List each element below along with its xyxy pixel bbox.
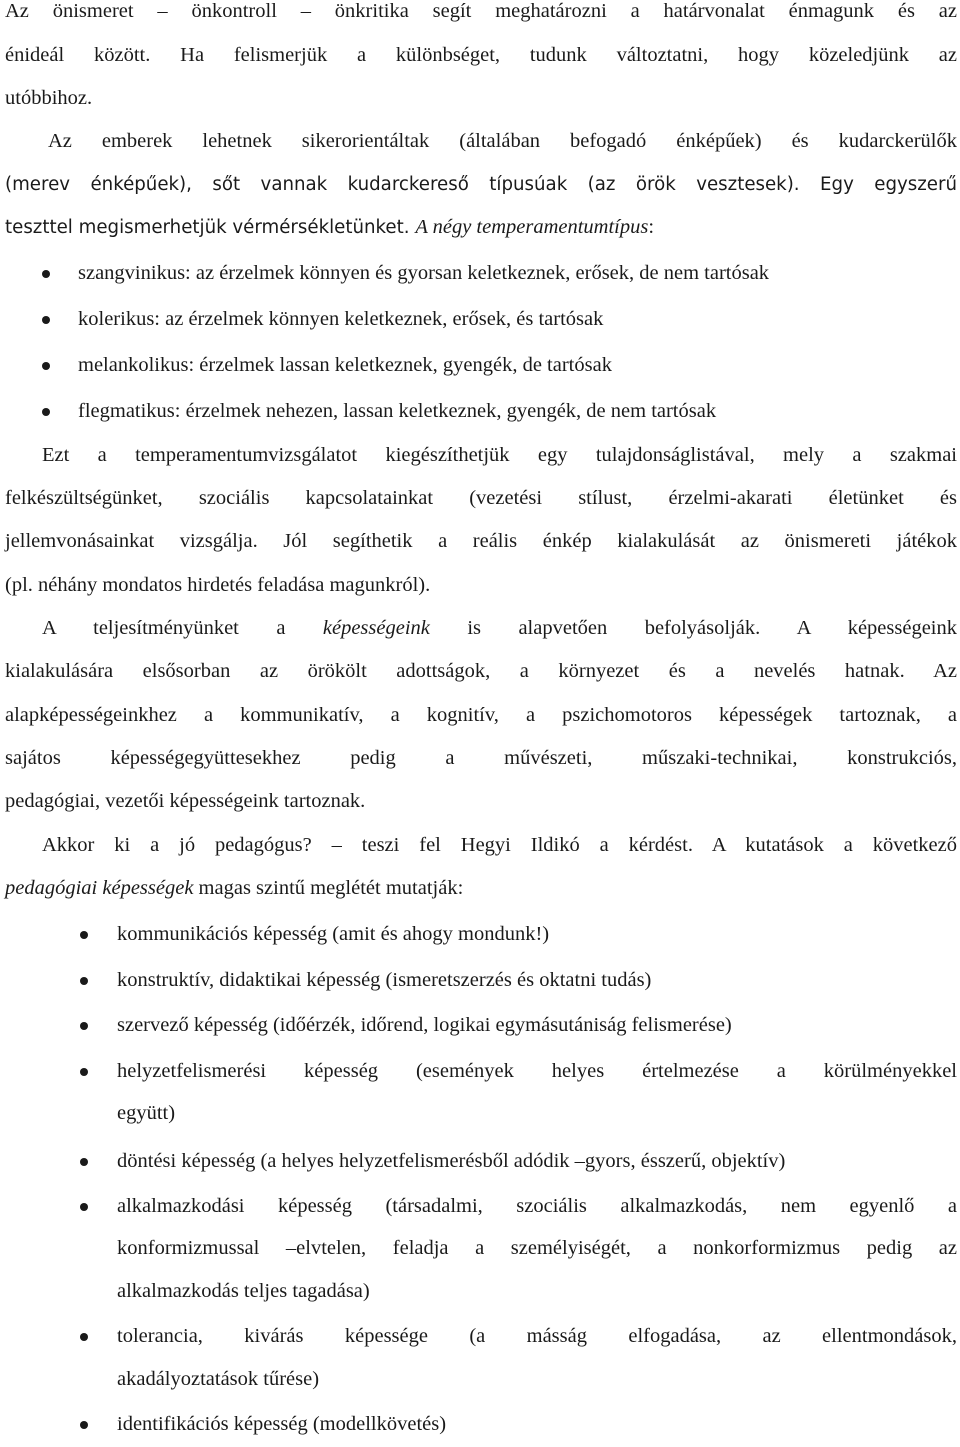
list-item-text: szervező képesség (időérzék, időrend, logikai egymásutániság felismerése) — [117, 1014, 732, 1036]
paragraph-5-line-2 — [5, 867, 957, 911]
paragraph-5-line-2-end: magas szintű meglétét mutatják: — [193, 877, 464, 899]
paragraph-3-line-1: Ezt a temperamentumvizsgálatot kiegészíthetjük egy tulajdonságlistával, mely a szakmai — [42, 444, 957, 466]
paragraph-4-line-1-end: is alapvetően befolyásolják. A képességeink — [429, 617, 957, 639]
paragraph-2-line-3 — [5, 206, 957, 250]
paragraph-2-line-2: (merev énképűek), sőt vannak kudarckereső típusúak (az örök vesztesek). Egy egyszerű — [5, 174, 957, 195]
list-item-text-continued: akadályoztatások tűrése) — [117, 1368, 320, 1390]
paragraph-2-line-1: Az emberek lehetnek sikerorientáltak (általában befogadó énképűek) és kudarckerülők — [48, 130, 957, 152]
bullet-icon — [80, 977, 88, 985]
paragraph-5-line-1: Akkor ki a jó pedagógus? – teszi fel Hegyi Ildikó a kérdést. A kutatások a következő — [42, 834, 957, 856]
list-item-text: szangvinikus: az érzelmek könnyen és gyorsan keletkeznek, erősek, de nem tartósak — [78, 262, 770, 284]
list-item-text: identifikációs képesség (modellkövetés) — [117, 1413, 447, 1435]
bullet-icon — [80, 1333, 88, 1341]
bullet-icon — [80, 1158, 88, 1166]
paragraph-4-line-3: alapképességeinkhez a kommunikatív, a kognitív, a pszichomotoros képességek tartoznak, a — [5, 704, 957, 726]
list-item-text: kolerikus: az érzelmek könnyen keletkeznek, erősek, és tartósak — [78, 308, 604, 330]
paragraph-1-line-1: Az önismeret – önkontroll – önkritika segít meghatározni a határvonalat énmagunk és az — [5, 0, 957, 22]
temperament-heading-colon: : — [648, 216, 655, 238]
paragraph-2-line-3-text: teszttel megismerhetjük vérmérsékletünket. — [5, 217, 416, 238]
bullet-icon — [80, 931, 88, 939]
list-item-text: alkalmazkodási képesség (társadalmi, szociális alkalmazkodás, nem egyenlő a — [117, 1195, 957, 1217]
paragraph-4-line-1 — [42, 607, 957, 651]
bullet-icon — [80, 1068, 88, 1076]
list-item-text: döntési képesség (a helyes helyzetfelismerésből adódik –gyors, ésszerű, objektív) — [117, 1150, 786, 1172]
list-item-text: kommunikációs képesség (amit és ahogy mondunk!) — [117, 923, 550, 945]
paragraph-3-line-2: felkészültségünket, szociális kapcsolatainkat (vezetési stílust, érzelmi-akarati életünket és — [5, 487, 957, 509]
paragraph-4-line-4: sajátos képességegyüttesekhez pedig a művészeti, műszaki-technikai, konstrukciós, — [5, 747, 957, 769]
bullet-icon — [42, 270, 50, 278]
bullet-icon — [80, 1421, 88, 1429]
bullet-icon — [80, 1203, 88, 1211]
paragraph-4-line-2: kialakulására elsősorban az örökölt adottságok, a környezet és a nevelés hatnak. Az — [5, 660, 957, 682]
list-item-text: helyzetfelismerési képesség (események helyes értelmezése a körülményekkel — [117, 1060, 957, 1082]
list-item-text-continued: konformizmussal –elvtelen, feladja a személyiségét, a nonkorformizmus pedig az — [117, 1237, 957, 1259]
list-item-text-continued: együtt) — [117, 1102, 176, 1124]
paragraph-3-line-3: jellemvonásainkat vizsgálja. Jól segíthetik a reális énkép kialakulását az önismereti játékok — [5, 530, 957, 552]
paragraph-1-line-2: énideál között. Ha felismerjük a különbséget, tudunk változtatni, hogy közeledjünk az — [5, 44, 957, 66]
paragraph-4-line-1-start: A teljesítményünket a — [42, 617, 323, 639]
list-item-text: melankolikus: érzelmek lassan keletkeznek, gyengék, de tartósak — [78, 354, 612, 376]
pedagogical-abilities-term: pedagógiai képességek — [5, 877, 194, 899]
list-item-text: konstruktív, didaktikai képesség (ismeretszerzés és oktatni tudás) — [117, 969, 652, 991]
paragraph-1-line-3: utóbbihoz. — [5, 87, 93, 109]
list-item-text-continued: alkalmazkodás teljes tagadása) — [117, 1280, 370, 1302]
list-item-text: flegmatikus: érzelmek nehezen, lassan keletkeznek, gyengék, de nem tartósak — [78, 400, 717, 422]
temperament-heading: A négy temperamentumtípus — [415, 216, 649, 238]
bullet-icon — [42, 362, 50, 370]
paragraph-3-line-4: (pl. néhány mondatos hirdetés feladása magunkról). — [5, 574, 431, 596]
list-item-text: tolerancia, kivárás képessége (a másság elfogadása, az ellentmondások, — [117, 1325, 957, 1347]
bullet-icon — [80, 1022, 88, 1030]
bullet-icon — [42, 408, 50, 416]
bullet-icon — [42, 316, 50, 324]
paragraph-4-line-5: pedagógiai, vezetői képességeink tartoznak. — [5, 790, 366, 812]
abilities-term: képességeink — [322, 617, 430, 639]
